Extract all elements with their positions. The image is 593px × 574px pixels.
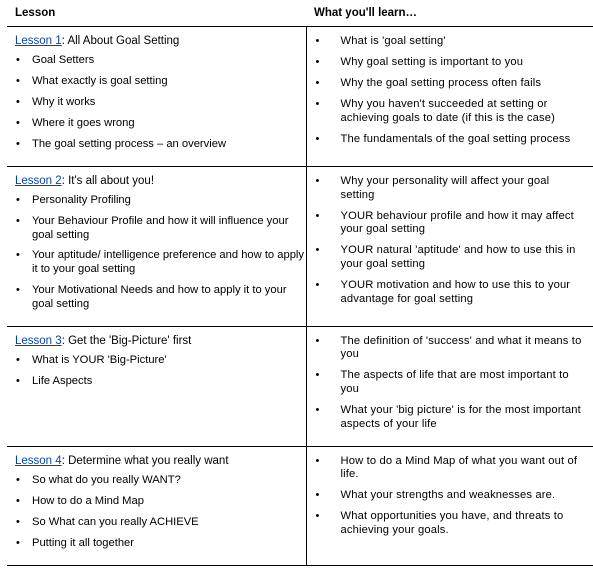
learn-text: Why goal setting is important to you [340, 56, 524, 69]
lesson-link[interactable]: Lesson 2 [15, 174, 62, 187]
bullet-icon: • [16, 193, 20, 206]
learn-text: The definition of 'success' and what it means to you [340, 334, 582, 361]
bullet-icon: • [16, 515, 20, 528]
learn-item [315, 35, 586, 49]
lesson-title: : Get the 'Big-Picture' first [61, 334, 192, 347]
learn-text: What your 'big picture' is for the most important aspects of your life [340, 404, 581, 430]
bullet-icon: • [315, 369, 320, 382]
topic-item [15, 249, 306, 276]
learn-text: What your strengths and weaknesses are. [340, 489, 556, 502]
topic-list [15, 474, 306, 551]
learn-column-header: What you'll learn… [306, 0, 593, 27]
bullet-icon: • [315, 209, 320, 222]
learn-text: What is 'goal setting' [340, 35, 446, 47]
topic-item [15, 284, 306, 311]
header-row [7, 0, 593, 27]
lesson-column-header: Lesson [7, 0, 306, 27]
lesson-link[interactable]: Lesson 4 [15, 454, 62, 467]
bullet-icon: • [16, 95, 20, 108]
learn-text: Why your personality will affect your goal setting [340, 174, 550, 201]
topic-item [15, 96, 306, 110]
topic-text: So what do you really WANT? [32, 473, 181, 486]
learn-item [315, 98, 586, 125]
topic-item [15, 194, 306, 208]
lesson-heading [15, 174, 306, 188]
bullet-icon: • [16, 249, 20, 262]
lesson-heading [15, 454, 306, 468]
learn-item [315, 133, 586, 147]
learn-item [315, 77, 586, 91]
topic-item [15, 495, 306, 509]
learn-text: YOUR behaviour profile and how it may affect your goal setting [340, 209, 574, 236]
lesson-cell [7, 166, 306, 326]
topic-item [15, 354, 306, 368]
learn-list [315, 335, 586, 432]
topic-text: Your Behaviour Profile and how it will influence your goal setting [32, 214, 289, 241]
topic-text: Life Aspects [32, 374, 93, 387]
learn-text: What opportunities you have, and threats to achieving your goals. [340, 510, 564, 537]
lesson-row [7, 326, 593, 446]
learn-item [315, 279, 586, 306]
topic-list [15, 354, 306, 389]
learn-text: YOUR motivation and how to use this to your advantage for goal setting [340, 278, 571, 305]
lesson-cell [7, 27, 306, 167]
bullet-icon: • [315, 489, 320, 502]
learn-item [315, 369, 586, 396]
lesson-link[interactable]: Lesson 3 [15, 334, 62, 347]
topic-text: Where it goes wrong [32, 116, 135, 129]
learn-cell [306, 27, 593, 167]
topic-list [15, 194, 306, 311]
learn-list [315, 455, 586, 538]
learn-item [315, 210, 586, 237]
bullet-icon: • [16, 473, 20, 486]
topic-text: Your Motivational Needs and how to apply it to your goal setting [32, 284, 287, 310]
bullet-icon: • [315, 77, 320, 90]
bullet-icon: • [16, 353, 20, 366]
learn-list [315, 175, 586, 306]
learn-item [315, 175, 586, 202]
course-outline [7, 0, 593, 566]
learn-text: How to do a Mind Map of what you want out of life. [340, 454, 578, 481]
topic-item [15, 117, 306, 131]
topic-item [15, 474, 306, 488]
topic-text: Putting it all together [32, 536, 134, 549]
lesson-link[interactable]: Lesson 1 [15, 35, 62, 47]
lesson-title: : All About Goal Setting [61, 35, 180, 47]
lesson-cell [7, 446, 306, 565]
topic-text: How to do a Mind Map [32, 494, 144, 507]
learn-item [315, 489, 586, 503]
learn-text: YOUR natural 'aptitude' and how to use this in your goal setting [340, 244, 576, 270]
bullet-icon: • [315, 278, 320, 291]
bullet-icon: • [16, 54, 20, 66]
lesson-cell [7, 326, 306, 446]
learn-cell [306, 166, 593, 326]
topic-list [15, 54, 306, 152]
bullet-icon: • [315, 404, 320, 417]
learn-cell [306, 326, 593, 446]
topic-item [15, 54, 306, 68]
bullet-icon: • [315, 510, 320, 523]
topic-item [15, 75, 306, 89]
bullet-icon: • [16, 74, 20, 87]
learn-item [315, 244, 586, 271]
bullet-icon: • [16, 536, 20, 549]
learn-text: The fundamentals of the goal setting process [340, 132, 571, 145]
bullet-icon: • [315, 56, 320, 69]
topic-text: So What can you really ACHIEVE [32, 515, 199, 528]
learn-text: The aspects of life that are most important to you [340, 369, 569, 395]
topic-text: Your aptitude/ intelligence preference and how to apply it to your goal setting [32, 249, 305, 276]
topic-text: Goal Setters [32, 54, 95, 66]
learn-item [315, 335, 586, 362]
learn-item [315, 510, 586, 537]
lesson-title: : Determine what you really want [61, 454, 229, 467]
topic-item [15, 537, 306, 551]
learn-item [315, 455, 586, 482]
bullet-icon: • [315, 132, 320, 145]
bullet-icon: • [315, 244, 320, 257]
learn-item [315, 404, 586, 431]
lesson-heading [15, 334, 306, 348]
topic-text: What is YOUR 'Big-Picture' [32, 353, 167, 366]
topic-text: Why it works [32, 95, 96, 108]
bullet-icon: • [16, 494, 20, 507]
bullet-icon: • [315, 334, 320, 347]
topic-text: Personality Profiling [32, 193, 131, 206]
lesson-table [7, 0, 593, 566]
topic-item [15, 215, 306, 242]
lesson-row [7, 166, 593, 326]
bullet-icon: • [16, 116, 20, 129]
learn-text: Why you haven't succeeded at setting or achieving goals to date (if this is the case) [340, 98, 555, 124]
topic-text: What exactly is goal setting [32, 74, 168, 87]
bullet-icon: • [16, 214, 20, 227]
topic-item [15, 516, 306, 530]
topic-text: The goal setting process – an overview [32, 137, 227, 150]
bullet-icon: • [16, 284, 20, 297]
bullet-icon: • [315, 35, 320, 47]
learn-cell [306, 446, 593, 565]
lesson-row [7, 27, 593, 167]
lesson-title: : It's all about you! [61, 174, 155, 187]
learn-text: Why the goal setting process often fails [340, 77, 542, 90]
bullet-icon: • [16, 137, 20, 150]
learn-item [315, 56, 586, 70]
lesson-row [7, 446, 593, 565]
learn-list [315, 35, 586, 147]
bullet-icon: • [315, 98, 320, 111]
topic-item [15, 375, 306, 389]
bullet-icon: • [16, 374, 20, 387]
bullet-icon: • [315, 454, 320, 467]
lesson-heading [15, 34, 306, 48]
topic-item [15, 138, 306, 152]
bullet-icon: • [315, 174, 320, 187]
